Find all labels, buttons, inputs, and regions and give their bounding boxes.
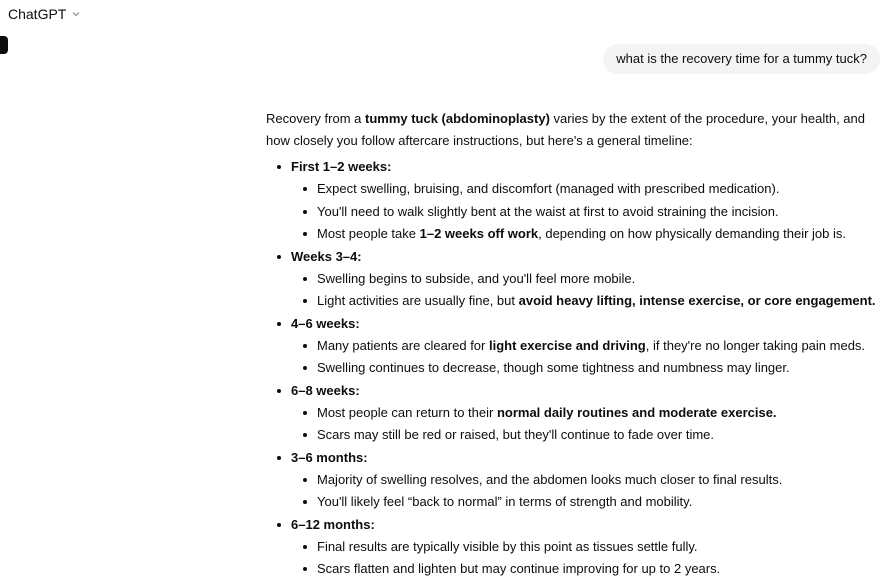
text-run: varies by the extent of the procedure, your health, and how closely you follow aftercare instructions, but here's a general timeline: <box>266 111 865 148</box>
text-run: Final results are typically visible by this point as tissues settle fully. <box>317 538 698 554</box>
timeline-list <box>266 156 882 580</box>
list-item <box>317 201 882 224</box>
text-run: , depending on how physically demanding their job is. <box>538 226 846 241</box>
text-run: Swelling begins to subside, and you'll feel more mobile. <box>317 270 636 286</box>
list-item <box>317 290 882 313</box>
list-item <box>317 357 882 380</box>
list-item <box>317 424 882 447</box>
chevron-down-icon <box>70 8 82 20</box>
bold-text: light exercise and driving <box>488 337 646 353</box>
text-run: Most people can return to their <box>317 404 497 420</box>
list-item <box>317 223 882 246</box>
text-run: Scars flatten and lighten but may continue improving for up to 2 years. <box>317 561 721 576</box>
section-items <box>291 536 882 580</box>
answer-intro <box>266 108 882 152</box>
bold-text: tummy tuck (abdominoplasty) <box>364 111 550 126</box>
list-item <box>317 178 882 201</box>
list-item <box>317 402 882 425</box>
list-item <box>317 335 882 358</box>
timeline-section <box>291 514 882 580</box>
bold-text: avoid heavy lifting, intense exercise, or core engagement. <box>518 293 876 308</box>
text-run: Recovery from a <box>266 111 365 126</box>
timeline-section <box>291 156 882 246</box>
list-item <box>317 491 882 514</box>
text-run: Majority of swelling resolves, and the abdomen looks much closer to final results. <box>317 471 783 487</box>
text-run: , if they're no longer taking pain meds. <box>645 337 866 353</box>
bold-text: 1–2 weeks off work <box>419 226 539 241</box>
sidebar-toggle-icon[interactable] <box>0 36 8 54</box>
timeline-section <box>291 313 882 380</box>
app-title: ChatGPT <box>8 6 67 22</box>
text-run: Most people take <box>317 226 420 241</box>
text-run: Scars may still be red or raised, but they'll continue to fade over time. <box>317 427 715 442</box>
text-run: Expect swelling, bruising, and discomfort (managed with prescribed medication). <box>317 181 780 196</box>
list-item <box>317 536 882 559</box>
text-run: Swelling continues to decrease, though some tightness and numbness may linger. <box>317 360 790 375</box>
section-items <box>291 402 882 447</box>
model-selector[interactable] <box>8 6 82 22</box>
list-item <box>317 268 882 291</box>
section-label: 6–8 weeks: <box>291 382 360 398</box>
bold-text: normal daily routines and moderate exercise. <box>496 404 777 420</box>
list-item <box>317 469 882 492</box>
user-message-bubble: what is the recovery time for a tummy tuck? <box>603 44 880 74</box>
text-run: You'll likely feel “back to normal” in terms of strength and mobility. <box>317 494 693 509</box>
section-items <box>291 178 882 246</box>
text-run: Many patients are cleared for <box>317 337 489 353</box>
timeline-section <box>291 246 882 313</box>
section-label: 6–12 months: <box>291 516 375 532</box>
section-items <box>291 335 882 380</box>
section-label: 3–6 months: <box>291 449 368 465</box>
text-run: Light activities are usually fine, but <box>317 293 519 308</box>
section-label: First 1–2 weeks: <box>291 159 392 174</box>
section-items <box>291 268 882 313</box>
timeline-section <box>291 447 882 514</box>
timeline-section <box>291 380 882 447</box>
text-run: You'll need to walk slightly bent at the waist at first to avoid straining the incision. <box>317 203 779 219</box>
section-label: 4–6 weeks: <box>291 315 360 331</box>
list-item <box>317 558 882 580</box>
section-label: Weeks 3–4: <box>291 248 362 264</box>
assistant-message <box>266 108 882 580</box>
section-items <box>291 469 882 514</box>
